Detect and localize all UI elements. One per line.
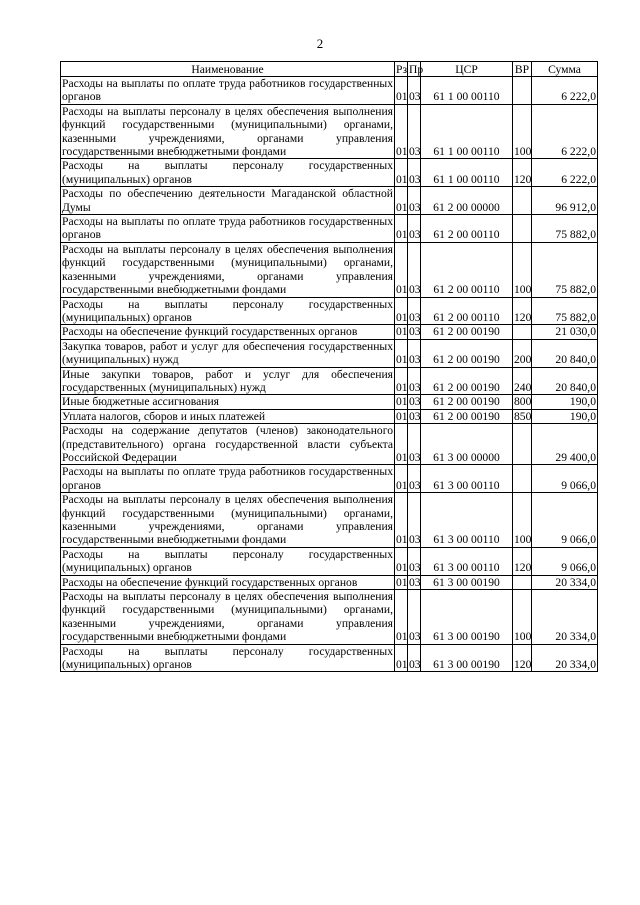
header-sum: Сумма [532, 62, 598, 77]
table-row [61, 242, 598, 297]
row-name: Иные закупки товаров, работ и услуг для обеспечения государственных (муниципальных) нужд [62, 367, 393, 394]
row-rz: 01 [395, 77, 408, 105]
row-vr: 100 [513, 590, 532, 645]
row-name: Расходы на выплаты по оплате труда работников государственных органов [62, 77, 393, 104]
table-row [61, 644, 598, 672]
row-name: Расходы на выплаты персоналу государственных (муниципальных) органов [62, 297, 393, 324]
row-name: Расходы на выплаты персоналу государственных (муниципальных) органов [62, 159, 393, 186]
row-name: Иные бюджетные ассигнования [61, 395, 395, 409]
row-csr: 61 1 00 00110 [421, 159, 513, 187]
row-csr: 61 2 00 00190 [421, 409, 513, 423]
table-row [61, 215, 598, 243]
row-rz: 01 [395, 215, 408, 243]
table-row [61, 395, 598, 409]
row-pr: 03 [408, 424, 421, 465]
row-sum: 6 222,0 [532, 104, 598, 159]
table-row [61, 547, 598, 575]
row-vr [513, 424, 532, 465]
row-pr: 03 [408, 493, 421, 548]
table-row [61, 590, 598, 645]
row-rz: 01 [395, 367, 408, 395]
row-sum: 20 334,0 [532, 590, 598, 645]
row-vr: 100 [513, 493, 532, 548]
header-pr: Пр [409, 62, 424, 76]
row-rz: 01 [395, 644, 408, 672]
row-vr: 100 [513, 104, 532, 159]
row-sum: 20 840,0 [532, 339, 598, 367]
row-name: Расходы на выплаты персоналу в целях обеспечения выполнения функций государственными (муниципальными) органами, казенными учреждениями, органами управления государственными внебюджетными фондами [62, 104, 393, 159]
table-row [61, 424, 598, 465]
row-name: Уплата налогов, сборов и иных платежей [61, 409, 395, 423]
row-vr: 100 [513, 242, 532, 297]
row-vr: 200 [513, 339, 532, 367]
row-sum: 96 912,0 [532, 187, 598, 215]
row-sum: 6 222,0 [532, 159, 598, 187]
row-pr: 03 [408, 547, 421, 575]
row-name: Расходы на обеспечение функций государственных органов [61, 575, 395, 589]
row-name: Закупка товаров, работ и услуг для обеспечения государственных (муниципальных) нужд [62, 339, 393, 367]
row-pr: 03 [408, 590, 421, 645]
row-pr: 03 [408, 77, 421, 105]
row-name: Расходы по обеспечению деятельности Магаданской областной Думы [62, 187, 393, 214]
row-pr: 03 [409, 409, 421, 423]
row-pr: 03 [408, 297, 421, 325]
row-vr [513, 187, 532, 215]
table-row [61, 297, 598, 325]
row-pr: 03 [408, 215, 421, 243]
row-rz: 01 [396, 575, 408, 589]
row-csr: 61 3 00 00190 [421, 590, 513, 645]
row-rz: 01 [396, 325, 408, 339]
row-sum: 20 334,0 [532, 644, 598, 672]
row-rz: 01 [396, 395, 408, 409]
row-csr: 61 2 00 00190 [421, 395, 513, 409]
row-name: Расходы на выплаты персоналу в целях обеспечения выполнения функций государственными (муниципальными) органами, казенными учреждениями, органами управления государственными внебюджетными фондами [62, 493, 393, 547]
row-pr: 03 [408, 104, 421, 159]
row-rz: 01 [395, 547, 408, 575]
row-name: Расходы на выплаты персоналу государственных (муниципальных) органов [62, 547, 393, 575]
row-vr [513, 77, 532, 105]
row-pr: 03 [408, 367, 421, 395]
row-vr [513, 465, 532, 493]
row-pr: 03 [408, 644, 421, 672]
budget-table [60, 61, 598, 672]
row-pr: 03 [408, 187, 421, 215]
row-vr: 120 [513, 297, 532, 325]
row-rz: 01 [395, 465, 408, 493]
table-row [61, 409, 598, 423]
row-csr: 61 2 00 00000 [421, 187, 513, 215]
row-pr: 03 [409, 395, 421, 409]
table-row [61, 339, 598, 367]
row-sum: 20 840,0 [532, 367, 598, 395]
row-csr: 61 3 00 00190 [421, 644, 513, 672]
row-rz: 01 [395, 493, 408, 548]
row-vr: 240 [513, 367, 532, 395]
row-name: Расходы на выплаты по оплате труда работников государственных органов [62, 465, 393, 492]
header-vr: ВР [513, 62, 532, 77]
table-row [61, 77, 598, 105]
row-sum: 9 066,0 [532, 547, 598, 575]
row-sum: 21 030,0 [532, 325, 598, 339]
row-pr: 03 [408, 242, 421, 297]
row-sum: 190,0 [532, 409, 598, 423]
row-vr: 120 [513, 159, 532, 187]
row-sum: 190,0 [532, 395, 598, 409]
table-row [61, 575, 598, 589]
row-rz: 01 [396, 409, 408, 423]
row-csr: 61 2 00 00110 [421, 215, 513, 243]
row-pr: 03 [408, 465, 421, 493]
header-csr: ЦСР [421, 62, 513, 77]
row-sum: 75 882,0 [532, 297, 598, 325]
row-csr: 61 1 00 00110 [421, 77, 513, 105]
row-pr: 03 [408, 339, 421, 367]
row-csr: 61 2 00 00110 [421, 242, 513, 297]
row-sum: 9 066,0 [532, 493, 598, 548]
row-name: Расходы на обеспечение функций государственных органов [61, 325, 395, 339]
row-rz: 01 [395, 104, 408, 159]
row-rz: 01 [395, 297, 408, 325]
table-row [61, 465, 598, 493]
row-rz: 01 [395, 590, 408, 645]
table-row [61, 367, 598, 395]
table-row [61, 325, 598, 339]
row-vr: 800 [514, 395, 532, 409]
row-pr: 03 [409, 575, 421, 589]
row-pr: 03 [409, 325, 421, 339]
row-csr: 61 3 00 00110 [421, 493, 513, 548]
table-row [61, 104, 598, 159]
row-csr: 61 2 00 00190 [421, 339, 513, 367]
row-name: Расходы на содержание депутатов (членов) законодательного (представительного) органа государственной власти субъекта Российской Федерации [62, 424, 393, 464]
row-csr: 61 2 00 00190 [421, 325, 513, 339]
row-csr: 61 2 00 00110 [421, 297, 513, 325]
row-vr [513, 575, 532, 589]
row-rz: 01 [395, 242, 408, 297]
row-sum: 75 882,0 [532, 215, 598, 243]
table-header-row [61, 62, 598, 77]
row-csr: 61 3 00 00110 [421, 465, 513, 493]
row-csr: 61 3 00 00000 [421, 424, 513, 465]
row-vr: 120 [513, 644, 532, 672]
row-name: Расходы на выплаты персоналу государственных (муниципальных) органов [62, 644, 393, 672]
row-vr: 850 [514, 409, 532, 423]
row-csr: 61 1 00 00110 [421, 104, 513, 159]
row-vr [513, 215, 532, 243]
table-row [61, 493, 598, 548]
row-vr [513, 325, 532, 339]
row-name: Расходы на выплаты персоналу в целях обеспечения выполнения функций государственными (муниципальными) органами, казенными учреждениями, органами управления государственными внебюджетными фондами [62, 242, 393, 297]
row-sum: 75 882,0 [532, 242, 598, 297]
row-name: Расходы на выплаты персоналу в целях обеспечения выполнения функций государственными (муниципальными) органами, казенными учреждениями, органами управления государственными внебюджетными фондами [62, 590, 393, 644]
page-number: 2 [316, 36, 324, 51]
row-sum: 20 334,0 [532, 575, 598, 589]
table-row [61, 187, 598, 215]
header-name: Наименование [61, 62, 395, 77]
row-csr: 61 3 00 00190 [421, 575, 513, 589]
row-csr: 61 2 00 00190 [421, 367, 513, 395]
row-rz: 01 [395, 187, 408, 215]
row-rz: 01 [395, 424, 408, 465]
row-rz: 01 [395, 339, 408, 367]
row-name: Расходы на выплаты по оплате труда работников государственных органов [62, 215, 393, 242]
table-row [61, 159, 598, 187]
row-sum: 29 400,0 [532, 424, 598, 465]
row-pr: 03 [408, 159, 421, 187]
row-rz: 01 [395, 159, 408, 187]
row-vr: 120 [513, 547, 532, 575]
row-csr: 61 3 00 00110 [421, 547, 513, 575]
header-rz: Рз [396, 62, 408, 76]
row-sum: 9 066,0 [532, 465, 598, 493]
row-sum: 6 222,0 [532, 77, 598, 105]
